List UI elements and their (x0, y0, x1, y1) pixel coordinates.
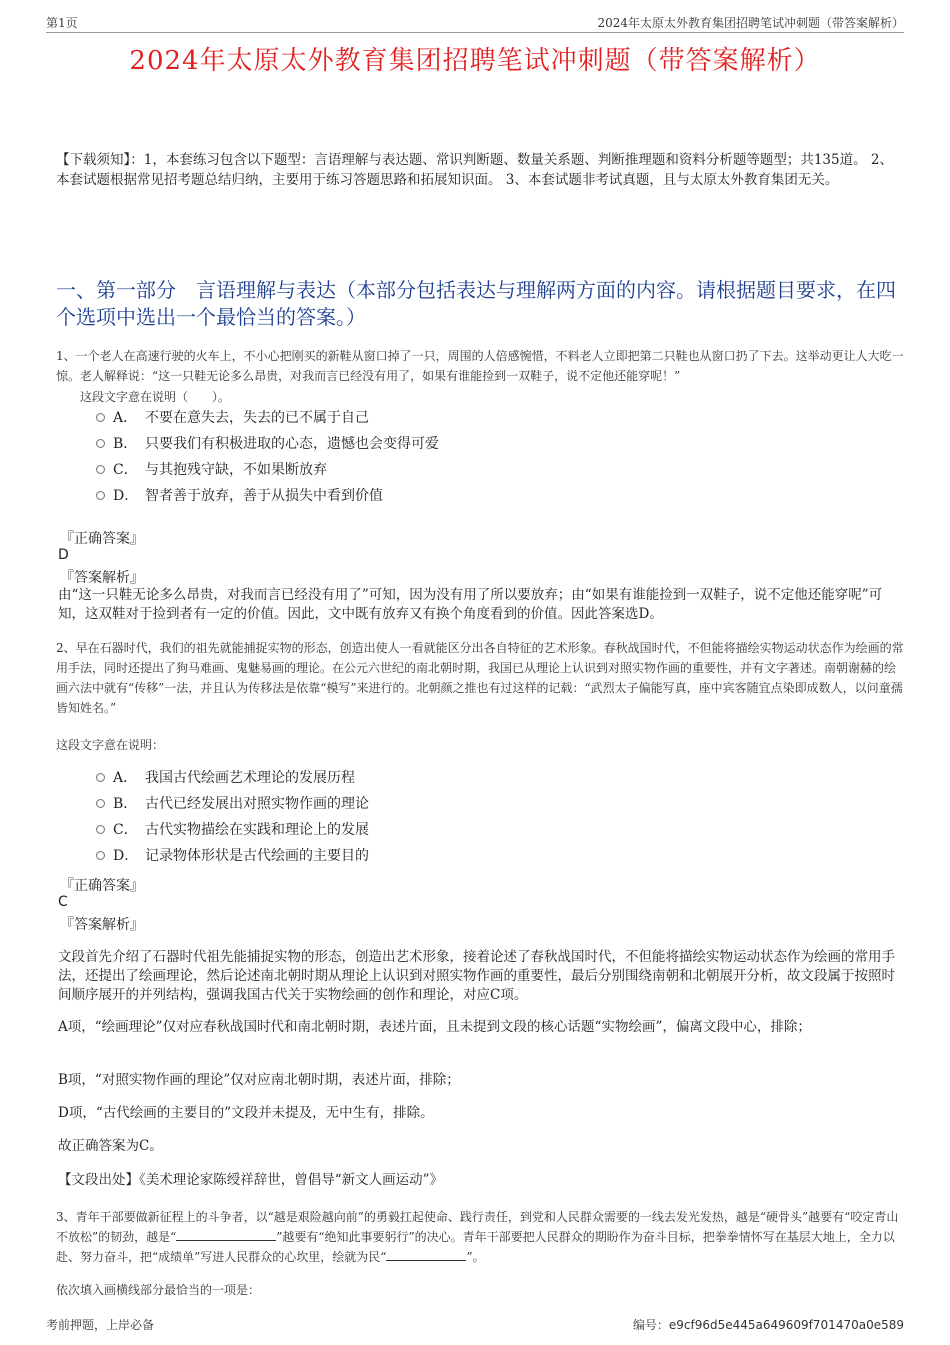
radio-icon[interactable] (96, 465, 105, 474)
radio-icon[interactable] (96, 439, 105, 448)
question-2-option-a[interactable] (96, 768, 355, 788)
correct-answer-label: 『正确答案』 (60, 531, 144, 547)
question-1-option-c[interactable] (96, 460, 327, 480)
question-2-source: 【文段出处】《美术理论家陈绶祥辞世，曾倡导“新文人画运动”》 (58, 1172, 444, 1188)
footer-code-label: 编号： (632, 1318, 669, 1332)
option-text: 古代实物描绘在实践和理论上的发展 (145, 822, 369, 838)
page-number: 第1页 (46, 16, 78, 30)
analysis-label: 『答案解析』 (60, 917, 144, 933)
option-text: 只要我们有积极进取的心态，遗憾也会变得可爱 (145, 436, 439, 452)
footer-code (633, 1316, 904, 1333)
question-3-prompt: 依次填入画横线部分最恰当的一项是： (56, 1283, 261, 1297)
question-2-prompt: 这段文字意在说明： (56, 738, 165, 752)
option-label: A． (113, 770, 138, 786)
question-1-analysis: 由“这一只鞋无论多么昂贵，对我而言已经没有用了”可知，因为没有用了所以要放弃；由“如果有谁能捡到一双鞋子，说不定他还能穿呢”可知，这双鞋对于捡到者有一定的价值。因此，文中既有放弃又有换个角度看到的价值。因此答案选D。 (58, 587, 883, 622)
fill-blank-2 (386, 1248, 466, 1261)
analysis-label: 『答案解析』 (60, 570, 144, 586)
question-2-analysis-d: D项，“古代绘画的主要目的”文段并未提及，无中生有，排除。 (58, 1105, 434, 1121)
page-title: 2024年太原太外教育集团招聘笔试冲刺题（带答案解析） (129, 46, 821, 76)
radio-icon[interactable] (96, 413, 105, 422)
header-doc-title: 2024年太原太外教育集团招聘笔试冲刺题（带答案解析） (597, 16, 904, 30)
radio-icon[interactable] (96, 825, 105, 834)
question-1-stem: 1、一个老人在高速行驶的火车上，不小心把刚买的新鞋从窗口掉了一只，周围的人倍感惋惜，不料老人立即把第二只鞋也从窗口扔了下去。这举动更让人大吃一惊。老人解释说：“这一只鞋无论多么昂贵，对我而言已经没有用了，如果有谁能捡到一双鞋子，说不定他还能穿呢！” (56, 349, 904, 383)
footer-code-value: e9cf96d5e445a649609f701470a0e589 (668, 1318, 904, 1332)
header-divider (46, 32, 904, 33)
question-3-stem (56, 1207, 906, 1267)
option-text: 智者善于放弃，善于从损失中看到价值 (145, 488, 383, 504)
question-3-stem-part-3: ”。 (466, 1250, 485, 1264)
question-1-option-b[interactable] (96, 434, 439, 454)
radio-icon[interactable] (96, 799, 105, 808)
option-label: A． (113, 410, 138, 426)
fill-blank-1 (176, 1228, 276, 1241)
question-1-option-a[interactable] (96, 408, 369, 428)
option-text: 我国古代绘画艺术理论的发展历程 (145, 770, 355, 786)
download-notice: 【下载须知】：1，本套练习包含以下题型：言语理解与表达题、常识判断题、数量关系题、判断推理题和资料分析题等题型；共135道。 2、本套试题根据常见招考题总结归纳，主要用于练习答题思路和拓展知识面。 3、本套试题非考试真题，且与太原太外教育集团无关。 (56, 152, 893, 188)
option-text: 不要在意失去，失去的已不属于自己 (145, 410, 369, 426)
option-text: 记录物体形状是古代绘画的主要目的 (145, 848, 369, 864)
correct-answer-label: 『正确答案』 (60, 878, 144, 894)
option-label: D． (113, 848, 139, 864)
section-heading: 一、第一部分 言语理解与表达（本部分包括表达与理解两方面的内容。请根据题目要求，在四个选项中选出一个最恰当的答案。） (56, 278, 896, 329)
question-2-conclusion: 故正确答案为C。 (58, 1138, 163, 1154)
question-2-option-c[interactable] (96, 820, 369, 840)
question-2-stem: 2、早在石器时代，我们的祖先就能捕捉实物的形态，创造出使人一看就能区分出各自特征的艺术形象。春秋战国时代，不但能将描绘实物运动状态作为绘画的常用手法，同时还提出了狗马难画、鬼魅易画的理论。在公元六世纪的南北朝时期，我国已从理论上认识到对照实物作画的重要性，并有文字著述。南朝谢赫的绘画六法中就有“传移”一法，并且认为传移法是依靠“模写”来进行的。北朝颜之推也有过这样的记载：“武烈太子偏能写真，座中宾客随宜点染即成数人，以问童孺皆知姓名。” (56, 641, 904, 715)
question-2-analysis: 文段首先介绍了石器时代祖先能捕捉实物的形态，创造出艺术形象，接着论述了春秋战国时代，不但能将描绘实物运动状态作为绘画的常用手法，还提出了绘画理论，然后论述南北朝时期从理论上认识到对照实物作画的重要性，最后分别围绕南朝和北朝展开分析，故文段属于按照时间顺序展开的并列结构，强调我国古代关于实物绘画的创作和理论，对应C项。 (58, 949, 895, 1003)
option-text: 古代已经发展出对照实物作画的理论 (145, 796, 369, 812)
question-2-analysis-a: A项，“绘画理论”仅对应春秋战国时代和南北朝时期，表述片面，且未提到文段的核心话题“实物绘画”，偏离文段中心，排除； (58, 1019, 811, 1035)
question-1-answer: D (58, 547, 69, 563)
question-2-option-b[interactable] (96, 794, 369, 814)
radio-icon[interactable] (96, 491, 105, 500)
option-label: C． (113, 462, 138, 478)
option-text: 与其抱残守缺，不如果断放弃 (145, 462, 327, 478)
option-label: B． (113, 436, 138, 452)
question-2-answer: C (58, 894, 68, 910)
radio-icon[interactable] (96, 851, 105, 860)
option-label: B． (113, 796, 138, 812)
option-label: D． (113, 488, 139, 504)
question-3-stem-part-1: 3、青年干部要做新征程上的斗争者，以“越是艰险越向前”的勇毅扛起使命、践行责任，到党和人民群众需要的一线去发光发热，越是“硬骨头”越要有“咬定青山不放松”的韧劲，越是“ (56, 1210, 899, 1244)
question-2-option-d[interactable] (96, 846, 369, 866)
option-label: C． (113, 822, 138, 838)
question-1-prompt: 这段文字意在说明（ ）。 (80, 390, 231, 404)
footer-slogan: 考前押题，上岸必备 (46, 1318, 155, 1332)
radio-icon[interactable] (96, 773, 105, 782)
question-1-option-d[interactable] (96, 486, 383, 506)
question-2-analysis-b: B项，“对照实物作画的理论”仅对应南北朝时期，表述片面，排除； (58, 1072, 460, 1088)
question-3-stem-part-2: ”越要有“绝知此事要躬行”的决心。青年干部要把人民群众的期盼作为奋斗目标，把拳拳情怀写在基层大地上，全力以赴、努力奋斗，把“成绩单”写进人民群众的心坎里，绘就为民“ (56, 1230, 895, 1264)
